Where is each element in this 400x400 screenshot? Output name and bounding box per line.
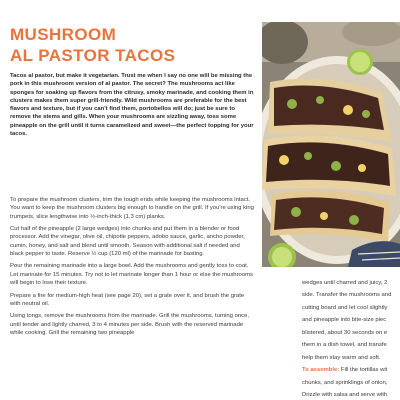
assemble-line [302,366,400,374]
recipe-step: To prepare the mushroom clusters, trim the tough ends while keeping the mushrooms intact. You want to keep the mushroom clusters big enough to handle on the grill. If you're using king trumpets, slice lengthwise into ½-inch-thick (1.3 cm) planks. [10,197,254,220]
tacos-photo [262,22,400,267]
continued-line: and pineapple into bite-size piec [302,317,387,324]
continued-line: blistered, about 30 seconds on e [302,329,388,336]
recipe-step: Pour the remaining marinade into a large bowl. Add the mushrooms and gently toss to coat. Let marinate for 15 minutes. Try not to let marinate longer than 1 hour or else the mushrooms will begin to lose their texture. [10,263,253,287]
recipe-step: Cut half of the pineapple (2 large wedges) into chunks and put them in a blender or food processor. Add the vinegar, olive oil, chipotle peppers, adobo sauce, garlic, ancho powder, cumin, honey, and salt and blend until smooth. Season with additional salt if needed and black pepper to taste. Reserve ½ cup (120 ml) of the marinade for basting. [10,226,245,257]
continued-line: them in a dish towel, and transfe [302,342,387,349]
recipe-title-line-1: MUSHROOM [10,25,117,44]
assemble-text: Fill the tortillas wit [340,367,388,374]
recipe-step: Using tongs, remove the mushrooms from the marinade. Grill the mushrooms, turning once, until tender and lightly charred, 3 to 4 minutes per side. Brush with the reserved marinade while cooking. Grill the remaining two pineapple [10,313,249,336]
recipe-intro: Tacos al pastor, but make it vegetarian. Trust me when I say no one will be missing the pork in this mushroom version of al pastor. The secret? The mushrooms act like sponges for soaking up flavors from the citrusy, smoky marinade, and cooking them in clusters makes them super grill-friendly. Wild mushrooms are preferable for the best flavors and texture, but if you can't find them, portobellos will do; just be sure to remove the stems and gills. When your mushrooms are sizzling away, toss some pineapple on the grill until it turns caramelized and sweet—the perfect topping for your tacos. [10,73,254,138]
tacos-illustration [262,22,400,267]
assemble-label: To assemble: [302,367,340,374]
recipe-continued [302,279,400,400]
recipe-steps [10,196,254,341]
recipe-title-line-2: AL PASTOR TACOS [10,46,176,65]
continued-line: side. Transfer the mushrooms and [302,292,392,299]
continued-line: wedges until charred and juicy, 2 [302,280,388,286]
recipe-step: Prepare a fire for medium-high heat (see page 20), set a grate over it, and brush the grate with neutral oil. [10,292,245,307]
continued-line: help them stay warm and soft. [302,354,381,361]
assemble-line: Drizzle with salsa and serve with [302,392,388,399]
assemble-line: chunks, and sprinklings of onion, [302,379,388,386]
recipe-title [10,24,250,66]
continued-line: cutting board and let cool slightly [302,304,388,311]
